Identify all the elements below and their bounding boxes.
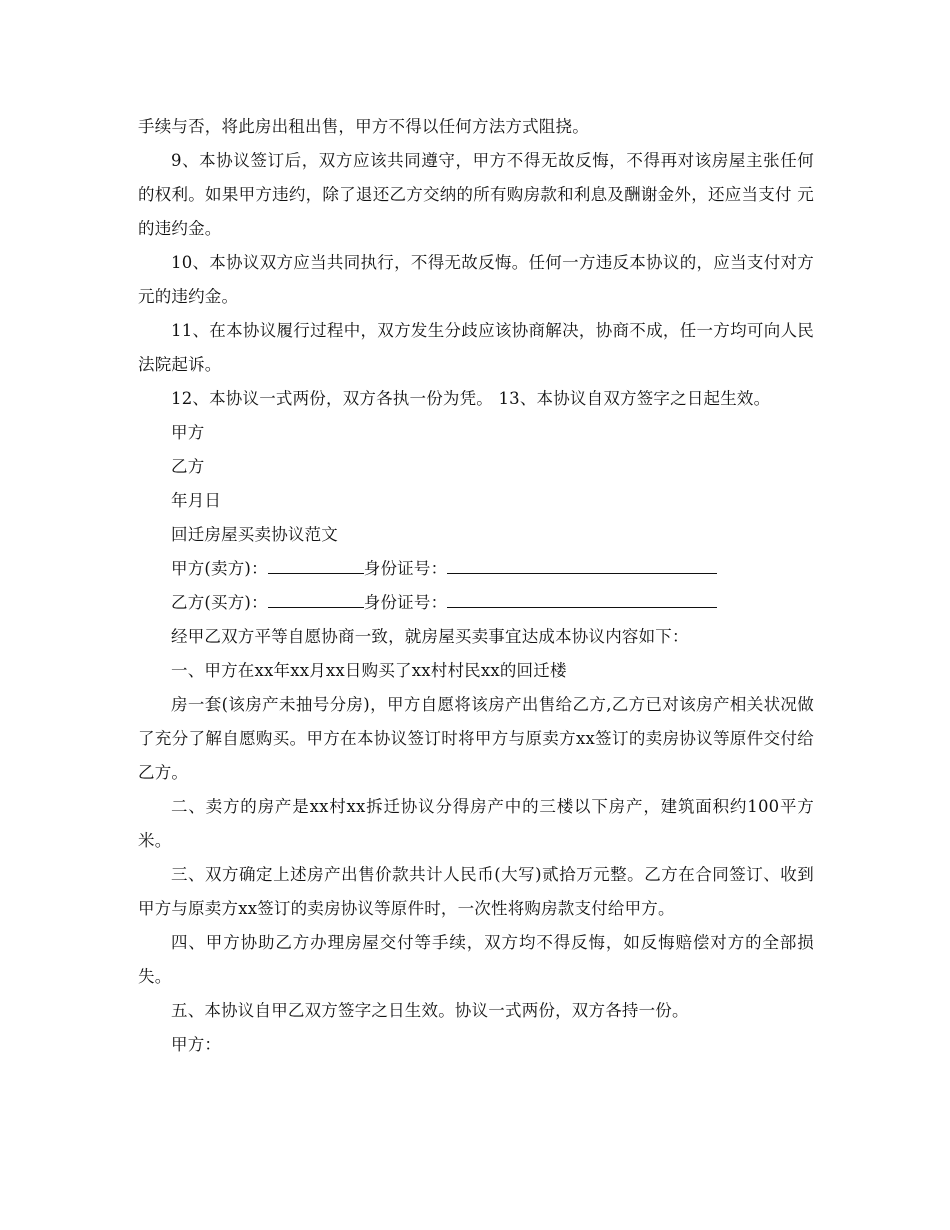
seller-id-label: 身份证号： [363,559,448,578]
second-agreement-title: 回迁房屋买卖协议范文 [171,525,338,544]
term-1-body: 房一套(该房产未抽号分房)，甲方自愿将该房产出售给乙方,乙方已对该房产相关状况做了充分了解自愿购买。甲方在本协议签订时将甲方与原卖方xx签订的卖房协议等原件交付给乙方。 [138,695,814,782]
seller-info-line [138,552,814,586]
term-3: 三、双方确定上述房产出售价款共计人民币(大写)贰拾万元整。乙方在合同签订、收到甲方与原卖方xx签订的卖房协议等原件时，一次性将购房款支付给甲方。 [138,865,814,918]
document-body [138,110,814,1062]
term-5: 五、本协议自甲乙双方签字之日生效。协议一式两份，双方各持一份。 [171,1001,689,1020]
signature-party-b: 乙方 [171,457,205,476]
clause-11: 11、在本协议履行过程中，双方发生分歧应该协商解决，协商不成，任一方均可向人民法院起诉。 [138,321,814,374]
seller-label: 甲方(卖方)： [171,559,268,578]
seller-id-blank [447,553,717,574]
agreement-intro: 经甲乙双方平等自愿协商一致，就房屋买卖事宜达成本协议内容如下： [171,627,689,646]
buyer-id-blank [447,587,717,608]
buyer-id-label: 身份证号： [363,593,448,612]
buyer-info-line [138,586,814,620]
buyer-name-blank [268,587,364,608]
clause-10: 10、本协议双方应当共同执行，不得无故反悔。任何一方违反本协议的，应当支付对方 元的违约金。 [138,253,814,306]
term-2: 二、卖方的房产是xx村xx拆迁协议分得房产中的三楼以下房产，建筑面积约100平方米。 [138,797,814,850]
buyer-label: 乙方(买方)： [171,593,268,612]
signature-date: 年月日 [171,491,222,510]
final-signature-party-a: 甲方： [171,1035,222,1054]
clause-12-13: 12、本协议一式两份，双方各执一份为凭。 13、本协议自双方签字之日起生效。 [171,389,771,408]
signature-party-a: 甲方 [171,423,205,442]
seller-name-blank [268,553,364,574]
term-4: 四、甲方协助乙方办理房屋交付等手续，双方均不得反悔，如反悔赔偿对方的全部损失。 [138,933,814,986]
paragraph-continuation: 手续与否，将此房出租出售，甲方不得以任何方法方式阻挠。 [138,117,589,136]
clause-9: 9、本协议签订后，双方应该共同遵守，甲方不得无故反悔，不得再对该房屋主张任何的权利。如果甲方违约，除了退还乙方交纳的所有购房款和利息及酬谢金外，还应当支付 元的违约金。 [138,151,814,238]
term-1-heading: 一、甲方在xx年xx月xx日购买了xx村村民xx的回迁楼 [171,661,567,680]
